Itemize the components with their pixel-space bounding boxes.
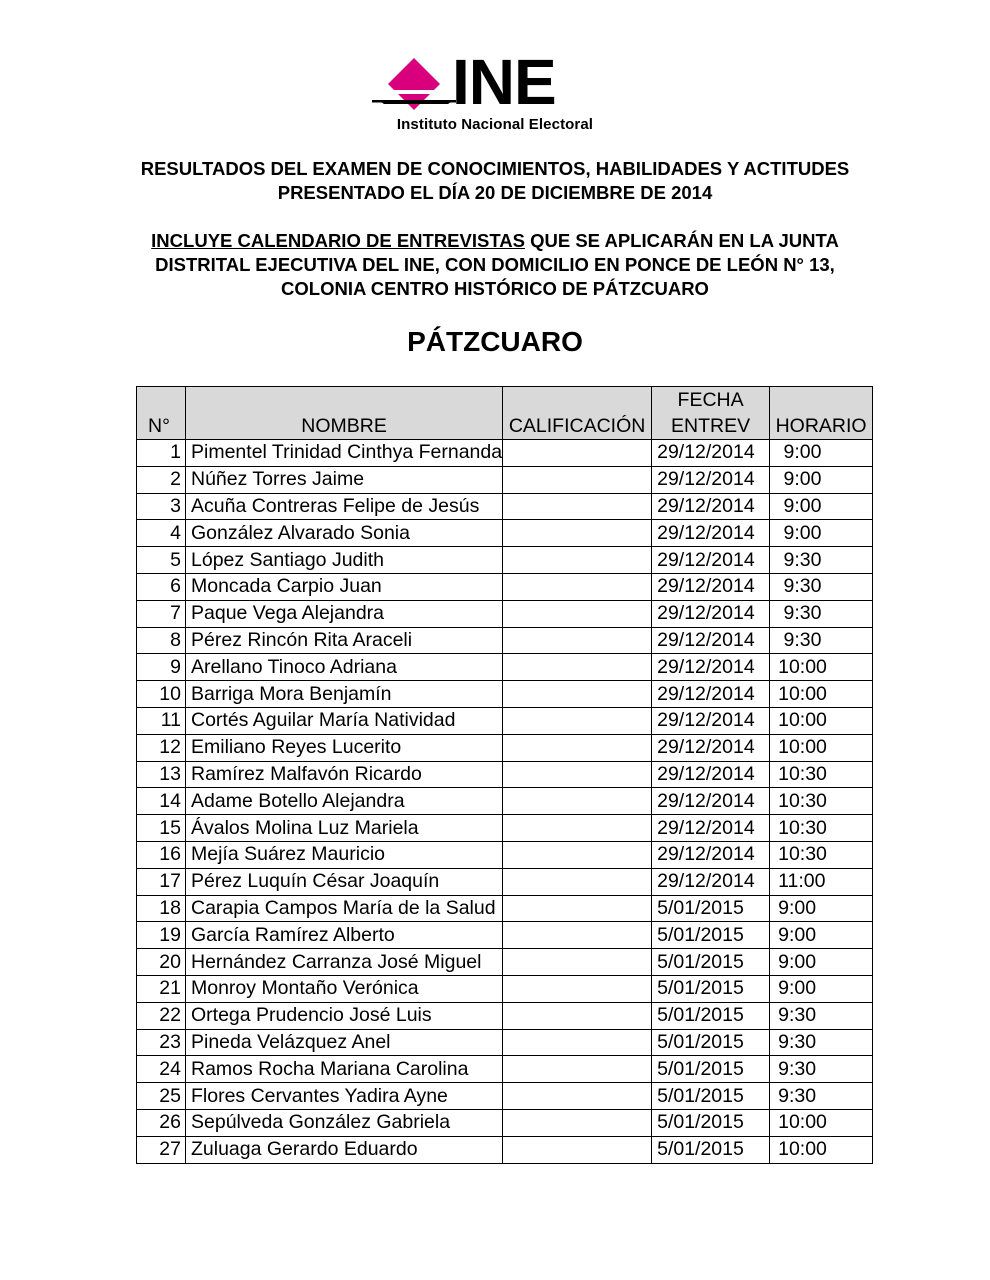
interview-time: 9:30 — [770, 547, 873, 574]
table-row — [137, 573, 873, 600]
interview-date: 29/12/2014 — [652, 815, 770, 842]
interview-date: 29/12/2014 — [652, 520, 770, 547]
interview-date: 5/01/2015 — [652, 922, 770, 949]
candidate-name: Carapia Campos María de la Salud — [186, 895, 503, 922]
candidate-name: García Ramírez Alberto — [186, 922, 503, 949]
row-number: 10 — [137, 681, 186, 708]
grade-cell — [503, 734, 652, 761]
grade-cell — [503, 761, 652, 788]
grade-cell — [503, 788, 652, 815]
grade-cell — [503, 1109, 652, 1136]
grade-cell — [503, 707, 652, 734]
table-row — [137, 1083, 873, 1110]
candidate-name: Pineda Velázquez Anel — [186, 1029, 503, 1056]
table-header-row — [137, 387, 873, 440]
interview-time: 9:30 — [770, 1002, 873, 1029]
row-number: 4 — [137, 520, 186, 547]
results-table — [136, 386, 873, 1164]
row-number: 2 — [137, 466, 186, 493]
row-number: 22 — [137, 1002, 186, 1029]
institute-name: Instituto Nacional Electoral — [396, 116, 594, 133]
col-header-name: NOMBRE — [186, 387, 503, 440]
table-row — [137, 975, 873, 1002]
interview-time: 9:00 — [770, 440, 873, 467]
exam-title-line1: RESULTADOS DEL EXAMEN DE CONOCIMIENTOS, HABILIDADES Y ACTITUDES — [140, 158, 850, 179]
grade-cell — [503, 1136, 652, 1163]
table-row — [137, 868, 873, 895]
candidate-name: Moncada Carpio Juan — [186, 573, 503, 600]
interview-time: 10:30 — [770, 841, 873, 868]
interview-date: 5/01/2015 — [652, 895, 770, 922]
interview-time: 10:00 — [770, 681, 873, 708]
interview-time: 9:00 — [770, 466, 873, 493]
calendar-note-rest: QUE SE APLICARÁN EN LA JUNTA — [524, 230, 839, 251]
table-row — [137, 949, 873, 976]
col-header-time: HORARIO — [770, 387, 873, 440]
row-number: 8 — [137, 627, 186, 654]
grade-cell — [503, 1056, 652, 1083]
table-row — [137, 761, 873, 788]
table-row — [137, 1136, 873, 1163]
table-row — [137, 1109, 873, 1136]
row-number: 15 — [137, 815, 186, 842]
candidate-name: Sepúlveda González Gabriela — [186, 1109, 503, 1136]
candidate-name: Monroy Montaño Verónica — [186, 975, 503, 1002]
table-row — [137, 493, 873, 520]
grade-cell — [503, 520, 652, 547]
interview-date: 29/12/2014 — [652, 707, 770, 734]
interview-time: 10:00 — [770, 1136, 873, 1163]
row-number: 3 — [137, 493, 186, 520]
grade-cell — [503, 975, 652, 1002]
grade-cell — [503, 1029, 652, 1056]
interview-time: 10:00 — [770, 1109, 873, 1136]
candidate-name: Barriga Mora Benjamín — [186, 681, 503, 708]
table-row — [137, 815, 873, 842]
candidate-name: Hernández Carranza José Miguel — [186, 949, 503, 976]
row-number: 19 — [137, 922, 186, 949]
candidate-name: Flores Cervantes Yadira Ayne — [186, 1083, 503, 1110]
grade-cell — [503, 1083, 652, 1110]
interview-date: 29/12/2014 — [652, 493, 770, 520]
row-number: 20 — [137, 949, 186, 976]
candidate-name: Paque Vega Alejandra — [186, 600, 503, 627]
interview-time: 9:30 — [770, 1083, 873, 1110]
interview-time: 9:30 — [770, 627, 873, 654]
interview-date: 29/12/2014 — [652, 600, 770, 627]
col-header-date-line2: ENTREV — [671, 415, 751, 437]
candidate-name: Ramos Rocha Mariana Carolina — [186, 1056, 503, 1083]
interview-time: 11:00 — [770, 868, 873, 895]
ballot-box-icon — [370, 56, 460, 118]
candidate-name: López Santiago Judith — [186, 547, 503, 574]
candidate-name: Ramírez Malfavón Ricardo — [186, 761, 503, 788]
row-number: 5 — [137, 547, 186, 574]
interview-time: 10:30 — [770, 788, 873, 815]
interview-time: 9:00 — [770, 493, 873, 520]
interview-date: 5/01/2015 — [652, 1083, 770, 1110]
table-row — [137, 627, 873, 654]
calendar-note-line1 — [0, 229, 990, 253]
interview-time: 9:00 — [770, 922, 873, 949]
row-number: 16 — [137, 841, 186, 868]
grade-cell — [503, 922, 652, 949]
row-number: 25 — [137, 1083, 186, 1110]
table-row — [137, 734, 873, 761]
table-row — [137, 1056, 873, 1083]
interview-time: 10:30 — [770, 815, 873, 842]
interview-date: 29/12/2014 — [652, 440, 770, 467]
interview-date: 5/01/2015 — [652, 949, 770, 976]
interview-time: 10:00 — [770, 654, 873, 681]
logo-wordmark: INE — [452, 46, 556, 118]
table-row — [137, 466, 873, 493]
row-number: 24 — [137, 1056, 186, 1083]
interview-date: 29/12/2014 — [652, 627, 770, 654]
row-number: 17 — [137, 868, 186, 895]
table-row — [137, 707, 873, 734]
interview-time: 9:30 — [770, 1056, 873, 1083]
interview-time: 9:00 — [770, 895, 873, 922]
interview-time: 9:00 — [770, 975, 873, 1002]
candidate-name: Zuluaga Gerardo Eduardo — [186, 1136, 503, 1163]
grade-cell — [503, 895, 652, 922]
interview-date: 29/12/2014 — [652, 788, 770, 815]
grade-cell — [503, 466, 652, 493]
table-row — [137, 841, 873, 868]
interview-date: 29/12/2014 — [652, 734, 770, 761]
row-number: 26 — [137, 1109, 186, 1136]
row-number: 13 — [137, 761, 186, 788]
interview-time: 10:00 — [770, 734, 873, 761]
interview-time: 10:30 — [770, 761, 873, 788]
grade-cell — [503, 841, 652, 868]
calendar-note — [0, 229, 990, 301]
table-row — [137, 1029, 873, 1056]
col-header-date — [652, 387, 770, 440]
candidate-name: Acuña Contreras Felipe de Jesús — [186, 493, 503, 520]
col-header-date-line1: FECHA — [677, 389, 744, 411]
table-row — [137, 654, 873, 681]
row-number: 14 — [137, 788, 186, 815]
exam-title — [0, 157, 990, 205]
candidate-name: Adame Botello Alejandra — [186, 788, 503, 815]
candidate-name: Pérez Rincón Rita Araceli — [186, 627, 503, 654]
table-row — [137, 922, 873, 949]
row-number: 21 — [137, 975, 186, 1002]
candidate-name: Pérez Luquín César Joaquín — [186, 868, 503, 895]
table-row — [137, 788, 873, 815]
interview-date: 5/01/2015 — [652, 1002, 770, 1029]
table-row — [137, 440, 873, 467]
table-row — [137, 520, 873, 547]
grade-cell — [503, 493, 652, 520]
col-header-grade: CALIFICACIÓN — [503, 387, 652, 440]
interview-date: 29/12/2014 — [652, 841, 770, 868]
grade-cell — [503, 868, 652, 895]
candidate-name: Pimentel Trinidad Cinthya Fernanda — [186, 440, 503, 467]
interview-date: 29/12/2014 — [652, 868, 770, 895]
candidate-name: Ávalos Molina Luz Mariela — [186, 815, 503, 842]
row-number: 12 — [137, 734, 186, 761]
row-number: 7 — [137, 600, 186, 627]
table-row — [137, 1002, 873, 1029]
interview-date: 29/12/2014 — [652, 573, 770, 600]
interview-date: 29/12/2014 — [652, 547, 770, 574]
row-number: 27 — [137, 1136, 186, 1163]
candidate-name: Núñez Torres Jaime — [186, 466, 503, 493]
grade-cell — [503, 440, 652, 467]
candidate-name: González Alvarado Sonia — [186, 520, 503, 547]
table-body — [137, 440, 873, 1164]
row-number: 11 — [137, 707, 186, 734]
interview-date: 29/12/2014 — [652, 761, 770, 788]
row-number: 23 — [137, 1029, 186, 1056]
interview-time: 9:30 — [770, 600, 873, 627]
interview-time: 9:30 — [770, 1029, 873, 1056]
interview-date: 5/01/2015 — [652, 1109, 770, 1136]
calendar-note-line3: COLONIA CENTRO HISTÓRICO DE PÁTZCUARO — [281, 278, 709, 299]
grade-cell — [503, 573, 652, 600]
interview-date: 5/01/2015 — [652, 1056, 770, 1083]
row-number: 9 — [137, 654, 186, 681]
row-number: 1 — [137, 440, 186, 467]
interview-date: 29/12/2014 — [652, 681, 770, 708]
interview-time: 9:00 — [770, 520, 873, 547]
grade-cell — [503, 815, 652, 842]
row-number: 6 — [137, 573, 186, 600]
table-row — [137, 895, 873, 922]
interview-time: 9:00 — [770, 949, 873, 976]
calendar-note-underlined: INCLUYE CALENDARIO DE ENTREVISTAS — [151, 230, 525, 251]
row-number: 18 — [137, 895, 186, 922]
candidate-name: Mejía Suárez Mauricio — [186, 841, 503, 868]
interview-date: 29/12/2014 — [652, 466, 770, 493]
table-row — [137, 547, 873, 574]
grade-cell — [503, 681, 652, 708]
interview-time: 10:00 — [770, 707, 873, 734]
grade-cell — [503, 654, 652, 681]
interview-date: 5/01/2015 — [652, 1029, 770, 1056]
grade-cell — [503, 547, 652, 574]
col-header-num: N° — [137, 387, 186, 440]
table-row — [137, 600, 873, 627]
grade-cell — [503, 1002, 652, 1029]
candidate-name: Ortega Prudencio José Luis — [186, 1002, 503, 1029]
table-row — [137, 681, 873, 708]
candidate-name: Cortés Aguilar María Natividad — [186, 707, 503, 734]
ine-logo — [370, 46, 620, 134]
calendar-note-line2: DISTRITAL EJECUTIVA DEL INE, CON DOMICILIO EN PONCE DE LEÓN N° 13, — [155, 254, 835, 275]
candidate-name: Emiliano Reyes Lucerito — [186, 734, 503, 761]
grade-cell — [503, 627, 652, 654]
interview-date: 5/01/2015 — [652, 975, 770, 1002]
grade-cell — [503, 949, 652, 976]
interview-date: 5/01/2015 — [652, 1136, 770, 1163]
city-title: PÁTZCUARO — [407, 326, 583, 357]
candidate-name: Arellano Tinoco Adriana — [186, 654, 503, 681]
interview-date: 29/12/2014 — [652, 654, 770, 681]
interview-time: 9:30 — [770, 573, 873, 600]
grade-cell — [503, 600, 652, 627]
exam-title-line2: PRESENTADO EL DÍA 20 DE DICIEMBRE DE 2014 — [277, 182, 713, 203]
